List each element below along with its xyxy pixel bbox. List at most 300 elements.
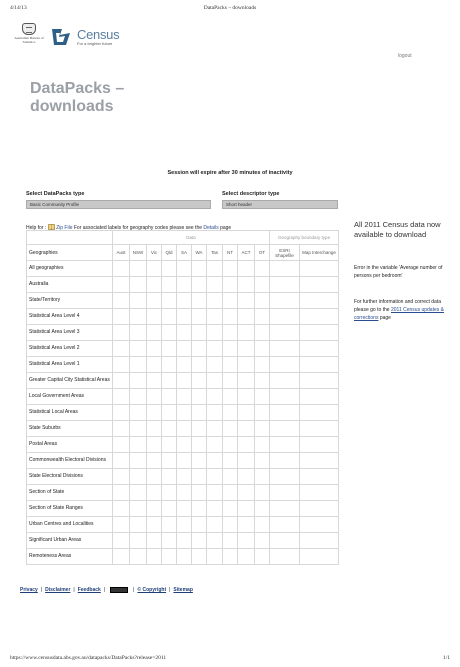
- download-cell[interactable]: [113, 341, 130, 357]
- state-column-header: OT: [255, 245, 270, 261]
- download-cell[interactable]: [300, 421, 339, 437]
- download-cell[interactable]: [207, 357, 223, 373]
- download-cell[interactable]: [177, 469, 192, 485]
- download-cell[interactable]: [130, 293, 147, 309]
- download-cell[interactable]: [223, 549, 238, 565]
- download-cell[interactable]: [192, 453, 207, 469]
- download-cell[interactable]: [147, 517, 162, 533]
- download-cell[interactable]: [113, 277, 130, 293]
- download-cell[interactable]: [177, 357, 192, 373]
- help-suffix: page: [220, 225, 232, 231]
- census-available-heading: All 2011 Census data now available to download: [354, 220, 441, 239]
- download-cell[interactable]: [223, 373, 238, 389]
- download-cell[interactable]: [162, 453, 177, 469]
- download-cell[interactable]: [162, 261, 177, 277]
- download-cell[interactable]: [255, 501, 270, 517]
- download-cell[interactable]: [177, 485, 192, 501]
- download-cell[interactable]: [162, 501, 177, 517]
- download-cell[interactable]: [238, 325, 255, 341]
- geography-name: Commonwealth Electoral Divisions: [27, 453, 113, 469]
- print-footer: [10, 655, 450, 661]
- table-row: [27, 469, 339, 485]
- download-cell[interactable]: [192, 485, 207, 501]
- geography-name: Statistical Area Level 1: [27, 357, 113, 373]
- download-cell[interactable]: [113, 293, 130, 309]
- download-cell[interactable]: [238, 469, 255, 485]
- download-cell[interactable]: [192, 261, 207, 277]
- download-cell[interactable]: [255, 517, 270, 533]
- download-cell[interactable]: [177, 261, 192, 277]
- census-tagline: For a brighter future: [77, 41, 113, 46]
- download-cell[interactable]: [223, 469, 238, 485]
- table-row: [27, 405, 339, 421]
- download-cell[interactable]: [192, 309, 207, 325]
- footer-separator: |: [103, 587, 106, 593]
- download-cell[interactable]: [130, 453, 147, 469]
- download-cell[interactable]: [162, 341, 177, 357]
- map-interchange-header: Map Interchange: [300, 245, 339, 261]
- download-cell[interactable]: [255, 261, 270, 277]
- download-cell[interactable]: [255, 325, 270, 341]
- download-cell[interactable]: [147, 389, 162, 405]
- download-cell[interactable]: [255, 549, 270, 565]
- census-logo-icon[interactable]: [50, 25, 74, 49]
- download-cell[interactable]: [255, 389, 270, 405]
- session-notice: Session will expire after 30 minutes of inactivity: [167, 170, 293, 176]
- print-page-number: 1/1: [442, 655, 450, 661]
- state-column-header: WA: [192, 245, 207, 261]
- geography-name: State Electoral Divisions: [27, 469, 113, 485]
- download-cell[interactable]: [113, 469, 130, 485]
- crest-icon: [22, 23, 36, 35]
- download-cell[interactable]: [192, 501, 207, 517]
- download-cell[interactable]: [300, 373, 339, 389]
- download-cell[interactable]: [270, 341, 300, 357]
- download-cell[interactable]: [238, 389, 255, 405]
- download-cell[interactable]: [300, 549, 339, 565]
- esri-shapefile-header: ESRI Shapefile: [270, 245, 300, 261]
- download-cell[interactable]: [300, 501, 339, 517]
- download-cell[interactable]: [223, 517, 238, 533]
- download-cell[interactable]: [192, 341, 207, 357]
- table-row: [27, 341, 339, 357]
- download-cell[interactable]: [207, 549, 223, 565]
- download-cell[interactable]: [147, 485, 162, 501]
- creative-commons-icon[interactable]: [110, 587, 128, 593]
- corrections-info: [354, 298, 454, 322]
- download-cell[interactable]: [130, 277, 147, 293]
- state-column-header: SA: [177, 245, 192, 261]
- download-cell[interactable]: [300, 325, 339, 341]
- download-cell[interactable]: [300, 261, 339, 277]
- download-cell[interactable]: [238, 373, 255, 389]
- download-cell[interactable]: [270, 325, 300, 341]
- download-cell[interactable]: [147, 453, 162, 469]
- download-cell[interactable]: [238, 485, 255, 501]
- download-cell[interactable]: [300, 309, 339, 325]
- download-cell[interactable]: [130, 309, 147, 325]
- download-cell[interactable]: [300, 405, 339, 421]
- download-cell[interactable]: [300, 469, 339, 485]
- download-cell[interactable]: [130, 421, 147, 437]
- download-cell[interactable]: [207, 325, 223, 341]
- download-cell[interactable]: [130, 373, 147, 389]
- logout-link[interactable]: logout: [398, 53, 412, 59]
- download-cell[interactable]: [147, 277, 162, 293]
- download-cell[interactable]: [162, 277, 177, 293]
- geography-name: Urban Centres and Localities: [27, 517, 113, 533]
- download-cell[interactable]: [270, 373, 300, 389]
- download-cell[interactable]: [177, 389, 192, 405]
- geography-name: Statistical Area Level 4: [27, 309, 113, 325]
- details-link[interactable]: Details: [203, 225, 219, 231]
- info-suffix: page: [379, 315, 391, 321]
- table-row: [27, 277, 339, 293]
- download-cell[interactable]: [238, 501, 255, 517]
- download-cell[interactable]: [113, 389, 130, 405]
- download-cell[interactable]: [238, 533, 255, 549]
- empty-header-cell: [27, 231, 113, 245]
- download-cell[interactable]: [113, 549, 130, 565]
- download-cell[interactable]: [192, 517, 207, 533]
- download-cell[interactable]: [113, 325, 130, 341]
- download-cell[interactable]: [238, 517, 255, 533]
- download-cell[interactable]: [192, 421, 207, 437]
- download-cell[interactable]: [177, 421, 192, 437]
- download-cell[interactable]: [223, 533, 238, 549]
- download-cell[interactable]: [207, 389, 223, 405]
- download-cell[interactable]: [177, 437, 192, 453]
- privacy-link[interactable]: Privacy: [20, 587, 38, 593]
- download-cell[interactable]: [223, 501, 238, 517]
- download-cell[interactable]: [270, 389, 300, 405]
- download-cell[interactable]: [113, 373, 130, 389]
- table-column-header-row: [27, 245, 339, 261]
- download-cell[interactable]: [223, 453, 238, 469]
- table-group-header-row: [27, 231, 339, 245]
- download-cell[interactable]: [130, 261, 147, 277]
- page-title-line2: downloads: [30, 98, 114, 115]
- download-cell[interactable]: [238, 421, 255, 437]
- download-cell[interactable]: [255, 453, 270, 469]
- table-row: [27, 501, 339, 517]
- download-cell[interactable]: [238, 437, 255, 453]
- download-cell[interactable]: [177, 549, 192, 565]
- download-cell[interactable]: [238, 277, 255, 293]
- download-cell[interactable]: [177, 293, 192, 309]
- disclaimer-link[interactable]: Disclaimer: [45, 587, 71, 593]
- download-cell[interactable]: [255, 533, 270, 549]
- download-cell[interactable]: [223, 277, 238, 293]
- download-cell[interactable]: [113, 533, 130, 549]
- download-cell[interactable]: [238, 453, 255, 469]
- download-cell[interactable]: [238, 309, 255, 325]
- download-cell[interactable]: [177, 517, 192, 533]
- table-row: [27, 453, 339, 469]
- geography-name: Australia: [27, 277, 113, 293]
- download-cell[interactable]: [130, 469, 147, 485]
- download-cell[interactable]: [255, 309, 270, 325]
- download-cell[interactable]: [147, 325, 162, 341]
- download-cell[interactable]: [192, 405, 207, 421]
- download-cell[interactable]: [162, 437, 177, 453]
- download-cell[interactable]: [113, 485, 130, 501]
- download-cell[interactable]: [162, 373, 177, 389]
- download-cell[interactable]: [255, 437, 270, 453]
- download-cell[interactable]: [207, 437, 223, 453]
- download-cell[interactable]: [300, 389, 339, 405]
- download-cell[interactable]: [177, 277, 192, 293]
- abs-crest-logo[interactable]: [14, 23, 44, 51]
- download-cell[interactable]: [147, 437, 162, 453]
- download-cell[interactable]: [147, 341, 162, 357]
- download-cell[interactable]: [162, 549, 177, 565]
- download-cell[interactable]: [207, 469, 223, 485]
- geography-name: Section of State: [27, 485, 113, 501]
- download-cell[interactable]: [147, 469, 162, 485]
- download-cell[interactable]: [113, 261, 130, 277]
- download-cell[interactable]: [300, 437, 339, 453]
- download-cell[interactable]: [147, 501, 162, 517]
- descriptor-type-select[interactable]: Short header: [222, 200, 338, 209]
- download-cell[interactable]: [270, 293, 300, 309]
- download-cell[interactable]: [130, 501, 147, 517]
- download-cell[interactable]: [223, 389, 238, 405]
- download-cell[interactable]: [147, 357, 162, 373]
- download-cell[interactable]: [130, 437, 147, 453]
- table-row: [27, 293, 339, 309]
- download-cell[interactable]: [270, 405, 300, 421]
- download-cell[interactable]: [255, 405, 270, 421]
- download-cell[interactable]: [223, 437, 238, 453]
- download-cell[interactable]: [130, 389, 147, 405]
- download-cell[interactable]: [255, 373, 270, 389]
- download-cell[interactable]: [130, 549, 147, 565]
- download-cell[interactable]: [113, 309, 130, 325]
- download-cell[interactable]: [300, 485, 339, 501]
- download-cell[interactable]: [223, 421, 238, 437]
- download-cell[interactable]: [223, 293, 238, 309]
- download-cell[interactable]: [113, 501, 130, 517]
- download-cell[interactable]: [162, 405, 177, 421]
- download-cell[interactable]: [238, 549, 255, 565]
- download-cell[interactable]: [255, 469, 270, 485]
- table-row: [27, 309, 339, 325]
- download-cell[interactable]: [177, 373, 192, 389]
- download-cell[interactable]: [113, 517, 130, 533]
- download-cell[interactable]: [207, 533, 223, 549]
- zip-file-link[interactable]: Zip File: [56, 225, 73, 231]
- download-cell[interactable]: [270, 485, 300, 501]
- download-cell[interactable]: [177, 533, 192, 549]
- download-cell[interactable]: [162, 293, 177, 309]
- download-cell[interactable]: [147, 549, 162, 565]
- download-cell[interactable]: [113, 453, 130, 469]
- download-cell[interactable]: [130, 357, 147, 373]
- download-cell[interactable]: [255, 277, 270, 293]
- download-cell[interactable]: [192, 357, 207, 373]
- download-cell[interactable]: [207, 261, 223, 277]
- download-cell[interactable]: [113, 421, 130, 437]
- download-cell[interactable]: [300, 341, 339, 357]
- download-cell[interactable]: [177, 453, 192, 469]
- download-cell[interactable]: [238, 341, 255, 357]
- download-cell[interactable]: [223, 341, 238, 357]
- census-updates-link[interactable]: 2011 Census updates & corrections: [354, 307, 444, 321]
- download-cell[interactable]: [255, 293, 270, 309]
- download-cell[interactable]: [177, 501, 192, 517]
- download-cell[interactable]: [207, 373, 223, 389]
- footer-links: [20, 587, 193, 593]
- download-cell[interactable]: [223, 261, 238, 277]
- download-cell[interactable]: [162, 357, 177, 373]
- download-cell[interactable]: [255, 341, 270, 357]
- download-cell[interactable]: [207, 485, 223, 501]
- geography-name: Statistical Area Level 3: [27, 325, 113, 341]
- download-cell[interactable]: [192, 437, 207, 453]
- descriptor-type-label: Select descriptor type: [222, 191, 280, 197]
- download-cell[interactable]: [130, 533, 147, 549]
- download-cell[interactable]: [162, 389, 177, 405]
- footer-separator: |: [73, 587, 75, 593]
- download-cell[interactable]: [162, 421, 177, 437]
- download-cell[interactable]: [192, 293, 207, 309]
- geography-name: Local Government Areas: [27, 389, 113, 405]
- footer-separator: |: [133, 587, 135, 593]
- download-cell[interactable]: [113, 357, 130, 373]
- download-cell[interactable]: [147, 421, 162, 437]
- download-cell[interactable]: [207, 421, 223, 437]
- download-cell[interactable]: [162, 469, 177, 485]
- download-cell[interactable]: [207, 341, 223, 357]
- download-cell[interactable]: [177, 325, 192, 341]
- download-cell[interactable]: [147, 405, 162, 421]
- download-cell[interactable]: [207, 309, 223, 325]
- download-cell[interactable]: [270, 277, 300, 293]
- download-cell[interactable]: [223, 309, 238, 325]
- download-cell[interactable]: [192, 373, 207, 389]
- download-cell[interactable]: [192, 389, 207, 405]
- download-cell[interactable]: [207, 453, 223, 469]
- geography-name: Section of State Ranges: [27, 501, 113, 517]
- download-cell[interactable]: [192, 533, 207, 549]
- download-cell[interactable]: [270, 309, 300, 325]
- download-cell[interactable]: [238, 405, 255, 421]
- download-cell[interactable]: [270, 549, 300, 565]
- download-cell[interactable]: [270, 501, 300, 517]
- download-cell[interactable]: [270, 421, 300, 437]
- download-cell[interactable]: [162, 533, 177, 549]
- download-cell[interactable]: [207, 277, 223, 293]
- download-cell[interactable]: [207, 501, 223, 517]
- download-cell[interactable]: [147, 293, 162, 309]
- download-cell[interactable]: [300, 293, 339, 309]
- download-cell[interactable]: [300, 277, 339, 293]
- state-column-header: NSW: [130, 245, 147, 261]
- geography-name: Statistical Area Level 2: [27, 341, 113, 357]
- print-title: DataPacks – downloads: [203, 5, 257, 11]
- help-prefix: Help for :: [26, 225, 47, 231]
- download-cell[interactable]: [270, 533, 300, 549]
- census-wordmark: [77, 28, 119, 46]
- download-cell[interactable]: [255, 485, 270, 501]
- geography-name: Greater Capital City Statistical Areas: [27, 373, 113, 389]
- table-row: [27, 549, 339, 565]
- download-cell[interactable]: [192, 549, 207, 565]
- table-row: [27, 261, 339, 277]
- download-cell[interactable]: [130, 405, 147, 421]
- table-row: [27, 357, 339, 373]
- state-column-header: NT: [223, 245, 238, 261]
- download-cell[interactable]: [147, 261, 162, 277]
- download-cell[interactable]: [192, 469, 207, 485]
- download-cell[interactable]: [130, 517, 147, 533]
- download-cell[interactable]: [177, 341, 192, 357]
- download-cell[interactable]: [130, 485, 147, 501]
- download-cell[interactable]: [162, 325, 177, 341]
- geography-table: [26, 230, 339, 565]
- download-cell[interactable]: [300, 533, 339, 549]
- download-cell[interactable]: [255, 421, 270, 437]
- download-cell[interactable]: [207, 293, 223, 309]
- download-cell[interactable]: [130, 325, 147, 341]
- download-cell[interactable]: [300, 517, 339, 533]
- census-word: Census: [77, 27, 120, 42]
- download-cell[interactable]: [238, 357, 255, 373]
- state-column-header: Aust: [113, 245, 130, 261]
- geography-name: Significant Urban Areas: [27, 533, 113, 549]
- download-cell[interactable]: [207, 517, 223, 533]
- download-cell[interactable]: [270, 453, 300, 469]
- download-cell[interactable]: [162, 309, 177, 325]
- download-cell[interactable]: [223, 325, 238, 341]
- download-cell[interactable]: [270, 469, 300, 485]
- download-cell[interactable]: [162, 485, 177, 501]
- download-cell[interactable]: [130, 341, 147, 357]
- download-cell[interactable]: [270, 437, 300, 453]
- download-cell[interactable]: [255, 357, 270, 373]
- download-cell[interactable]: [113, 437, 130, 453]
- download-cell[interactable]: [223, 405, 238, 421]
- download-cell[interactable]: [177, 309, 192, 325]
- geography-name: State Suburbs: [27, 421, 113, 437]
- download-cell[interactable]: [147, 309, 162, 325]
- download-cell[interactable]: [177, 405, 192, 421]
- download-cell[interactable]: [192, 325, 207, 341]
- download-cell[interactable]: [223, 357, 238, 373]
- datapacks-type-select[interactable]: Basic Community Profile: [26, 200, 211, 209]
- download-cell[interactable]: [223, 485, 238, 501]
- sitemap-link[interactable]: Sitemap: [173, 587, 193, 593]
- download-cell[interactable]: [147, 533, 162, 549]
- copyright-link[interactable]: © Copyright: [137, 587, 167, 593]
- download-cell[interactable]: [300, 453, 339, 469]
- help-middle: For associated labels for geography codes please see the: [73, 225, 203, 231]
- download-cell[interactable]: [238, 293, 255, 309]
- download-cell[interactable]: [162, 517, 177, 533]
- download-cell[interactable]: [192, 277, 207, 293]
- download-cell[interactable]: [147, 373, 162, 389]
- download-cell[interactable]: [113, 405, 130, 421]
- download-cell[interactable]: [300, 357, 339, 373]
- download-cell[interactable]: [207, 405, 223, 421]
- download-cell[interactable]: [238, 261, 255, 277]
- download-cell[interactable]: [270, 517, 300, 533]
- print-url: https://www.censusdata.abs.gov.au/datapacks/DataPacks?release=2011: [10, 655, 167, 661]
- download-cell[interactable]: [270, 357, 300, 373]
- feedback-link[interactable]: Feedback: [77, 587, 101, 593]
- download-cell[interactable]: [270, 261, 300, 277]
